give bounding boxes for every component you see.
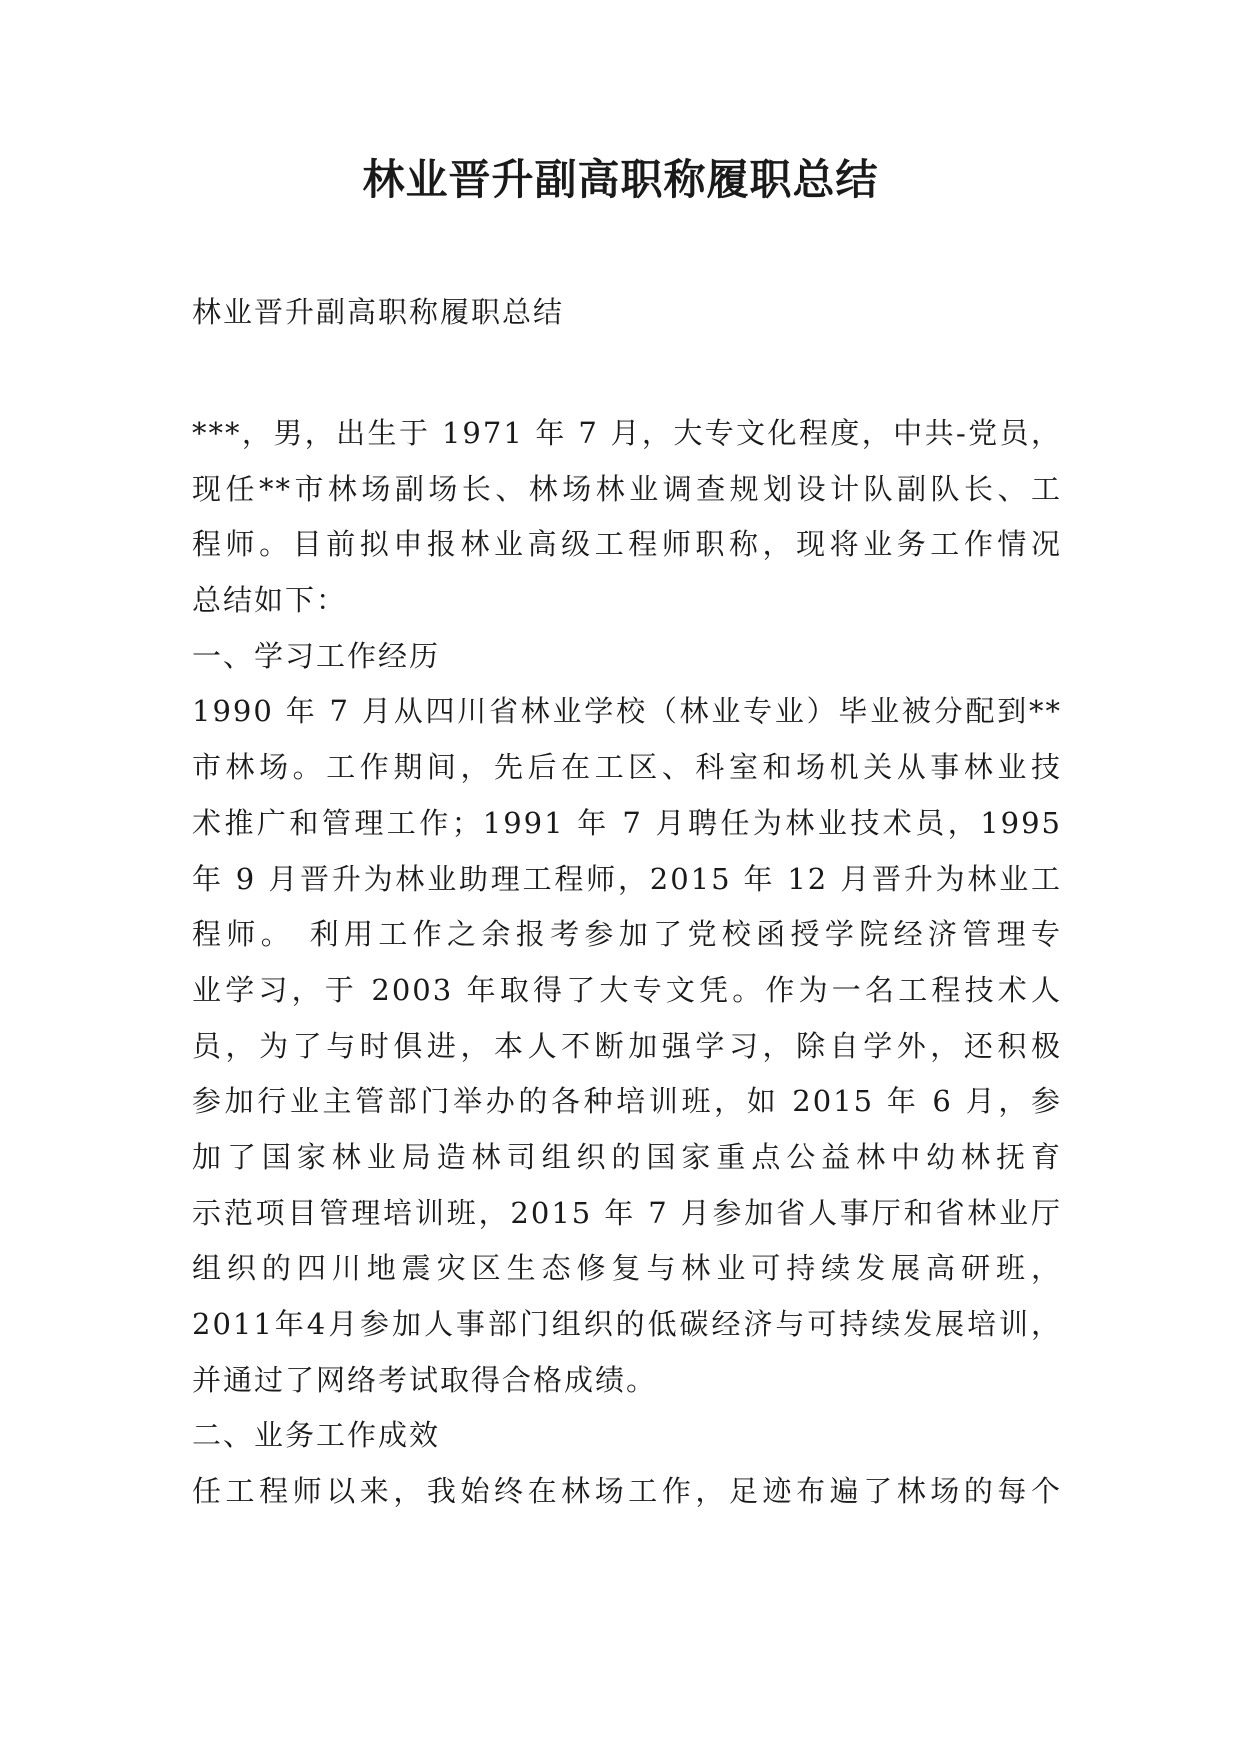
- body-line: 参加行业主管部门举办的各种培训班，如 2015 年 6 月，参: [192, 1084, 1062, 1119]
- body-line: 业学习，于 2003 年取得了大专文凭。作为一名工程技术人: [192, 972, 1062, 1007]
- body-line: 现任**市林场副场长、林场林业调查规划设计队副队长、工: [192, 471, 1062, 506]
- body-line: 二、业务工作成效: [192, 1418, 441, 1453]
- body-line: ***，男，出生于 1971 年 7 月，大专文化程度，中共-党员，: [192, 416, 1062, 450]
- body-line: 市林场。工作期间，先后在工区、科室和场机关从事林业技: [192, 750, 1062, 785]
- body-line: 并通过了网络考试取得合格成绩。: [192, 1362, 658, 1397]
- body-line: 年 9 月晋升为林业助理工程师，2015 年 12 月晋升为林业工: [192, 861, 1062, 896]
- body-line: 员，为了与时俱进，本人不断加强学习，除自学外，还积极: [192, 1028, 1062, 1063]
- body-line: 示范项目管理培训班，2015 年 7 月参加省人事厅和省林业厅: [192, 1195, 1062, 1230]
- body-line: 程师。 利用工作之余报考参加了党校函授学院经济管理专: [192, 917, 1062, 952]
- body-line: 加了国家林业局造林司组织的国家重点公益林中幼林抚育: [192, 1139, 1062, 1174]
- body-line: 任工程师以来，我始终在林场工作，足迹布遍了林场的每个: [192, 1474, 1062, 1509]
- body-line: 组织的四川地震灾区生态修复与林业可持续发展高研班，: [192, 1251, 1062, 1286]
- body-line: 总结如下：: [192, 583, 348, 618]
- body-line: 2011年4月参加人事部门组织的低碳经济与可持续发展培训，: [192, 1307, 1062, 1341]
- document-body: [192, 413, 1062, 1527]
- body-line: 一、学习工作经历: [192, 638, 441, 673]
- body-line: 1990 年 7 月从四川省林业学校（林业专业）毕业被分配到**: [192, 694, 1062, 729]
- body-line: 程师。目前拟申报林业高级工程师职称，现将业务工作情况: [192, 527, 1062, 562]
- document-title: 林业晋升副高职称履职总结: [362, 155, 879, 204]
- body-line: 术推广和管理工作；1991 年 7 月聘任为林业技术员，1995: [192, 805, 1062, 840]
- document-subtitle: 林业晋升副高职称履职总结: [192, 295, 565, 329]
